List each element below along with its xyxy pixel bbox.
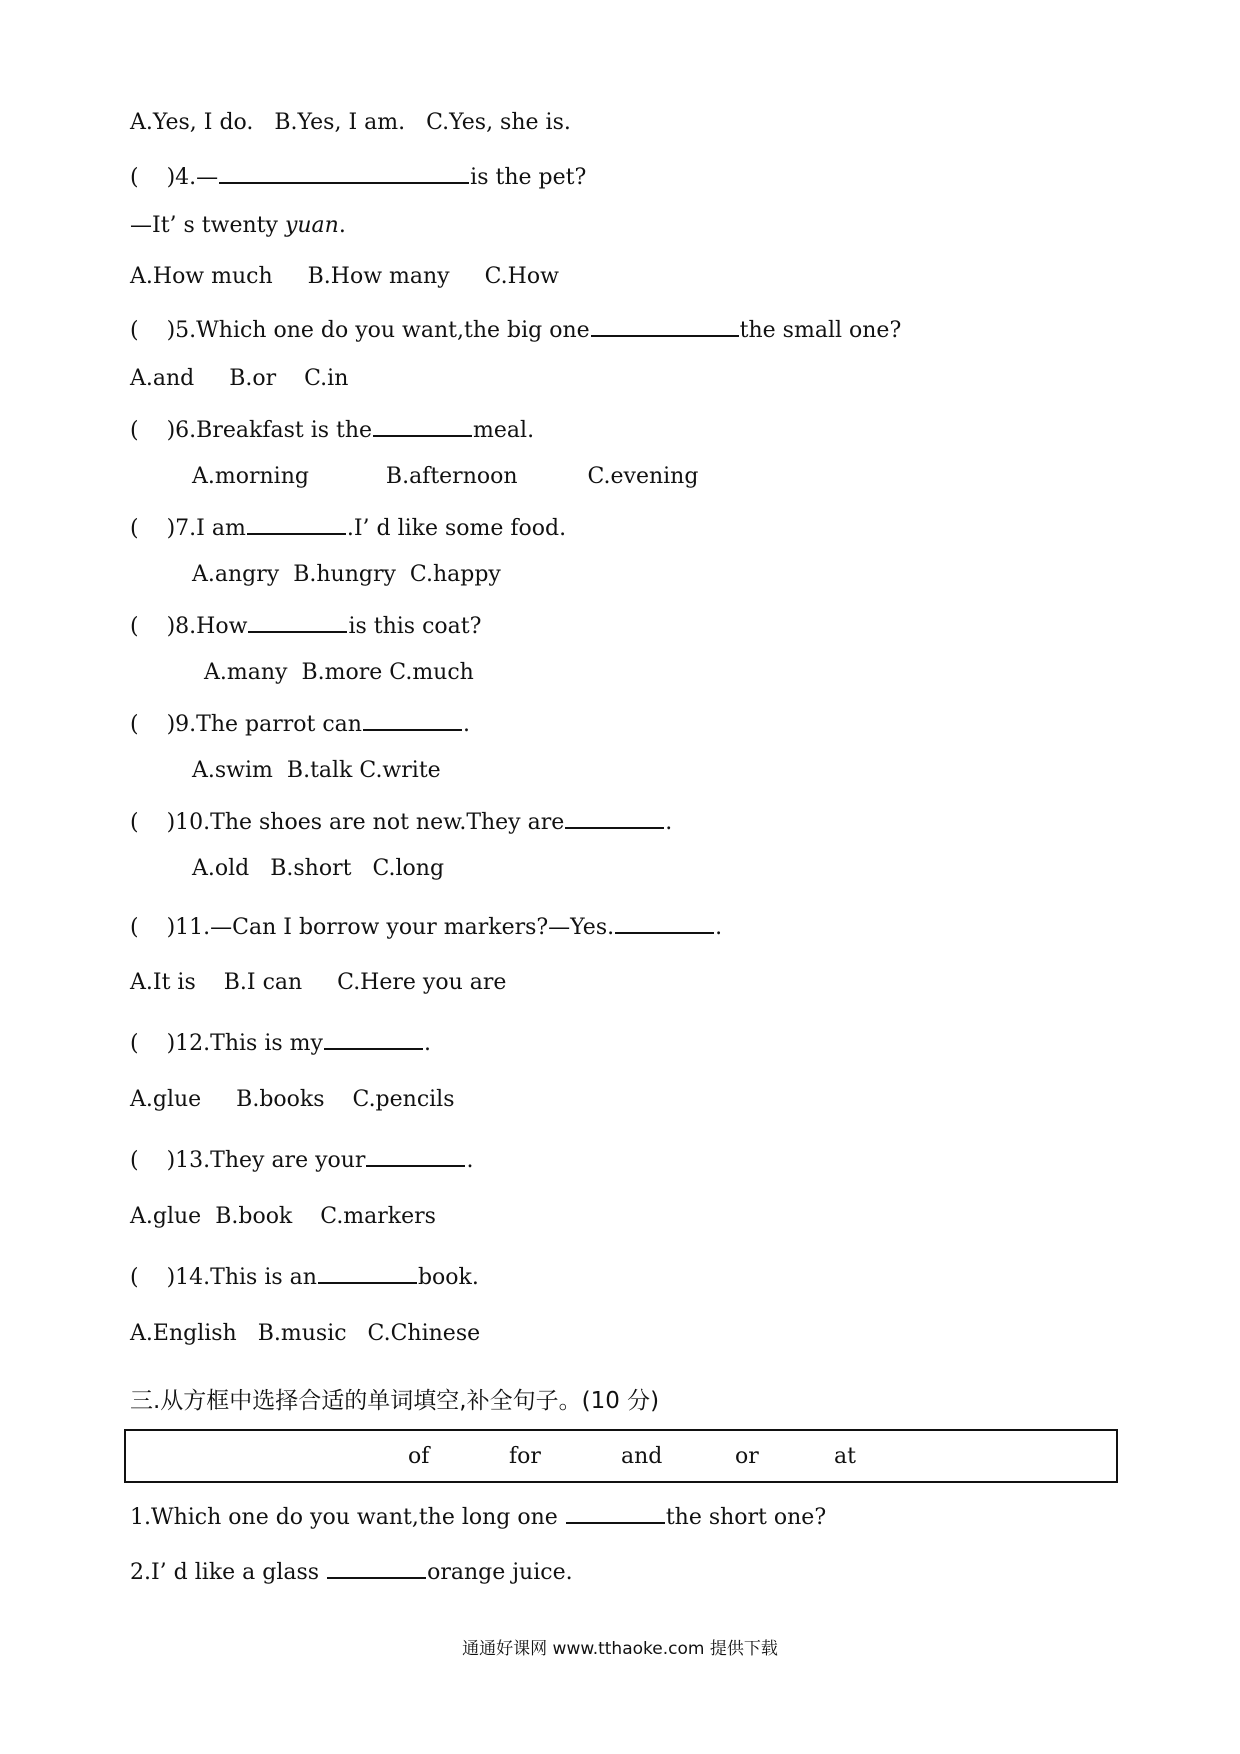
q12-options [130,1085,455,1115]
q13-options [130,1202,436,1232]
option: C.much [389,660,474,685]
word-option: and [621,1444,663,1469]
word-option: at [834,1444,856,1469]
option: C.Chinese [367,1321,481,1346]
option: C.Here you are [337,970,507,995]
option: A.and [130,366,195,391]
option: A.It is [130,970,196,995]
option: A.Yes, I do. [130,110,254,135]
option: B.short [270,856,352,881]
sentence-2: 2.I’ d like a glass orange juice. [130,1555,573,1588]
q3-options [130,108,571,138]
word-option: or [735,1444,759,1469]
answer-blank[interactable] [565,805,664,829]
option: B.more [301,660,383,685]
option: A.swim [192,758,273,783]
option: B.Yes, I am. [274,110,406,135]
q6-options [192,462,698,492]
option: C.markers [320,1204,436,1229]
answer-blank[interactable] [615,910,714,934]
question-12: ( )12.This is my . [130,1026,431,1059]
option: B.book [215,1204,293,1229]
question-11: ( )11.—Can I borrow your markers?—Yes. . [130,910,722,943]
option: C.in [304,366,349,391]
word-option: for [509,1444,541,1469]
q14-options [130,1319,480,1349]
question-10: ( )10.The shoes are not new.They are . [130,805,672,838]
answer-blank[interactable] [327,1555,426,1579]
answer-blank[interactable] [247,511,346,535]
answer-blank[interactable] [591,313,739,337]
question-7: ( )7.I am .I’ d like some food. [130,511,566,544]
option: B.books [236,1087,325,1112]
answer-blank[interactable] [566,1500,665,1524]
q9-options [192,756,441,786]
option: B.I can [223,970,303,995]
option: B.hungry [293,562,396,587]
answer-blank[interactable] [324,1026,423,1050]
section-3-title: 三.从方框中选择合适的单词填空,补全句子。(10 分) [130,1388,660,1414]
answer-blank[interactable] [248,609,347,633]
option: B.talk [286,758,353,783]
option: A.old [192,856,250,881]
footer-credit: 通通好课网 www.tthaoke.com 提供下载 [462,1639,778,1659]
answer-blank[interactable] [366,1143,465,1167]
question-13: ( )13.They are your . [130,1143,473,1176]
q7-options [192,560,501,590]
question-9: ( )9.The parrot can . [130,707,470,740]
option: A.English [130,1321,237,1346]
word-option: of [408,1444,430,1469]
question-5: ( )5.Which one do you want,the big one the small one? [130,313,901,346]
option: B.afternoon [385,464,518,489]
option: C.write [359,758,441,783]
option: C.long [372,856,445,881]
answer-blank[interactable] [363,707,462,731]
option: A.glue [130,1204,202,1229]
answer-blank[interactable] [318,1260,417,1284]
question-4-answer: —It’ s twenty yuan. [130,213,346,238]
option: A.How much [130,264,273,289]
option: A.many [204,660,288,685]
q10-options [192,854,444,884]
option: C.evening [587,464,699,489]
word-box [124,1429,1118,1483]
option: A.angry [192,562,280,587]
option: C.pencils [352,1087,455,1112]
question-14: ( )14.This is an book. [130,1260,479,1293]
option: A.glue [130,1087,202,1112]
option: B.music [257,1321,347,1346]
option: C.happy [409,562,501,587]
answer-blank[interactable] [373,413,472,437]
question-6: ( )6.Breakfast is the meal. [130,413,534,446]
option: B.or [229,366,277,391]
q5-options [130,364,348,394]
option: B.How many [307,264,450,289]
q4-options [130,262,559,292]
option: C.Yes, she is. [426,110,571,135]
q11-options [130,968,506,998]
question-8: ( )8.How is this coat? [130,609,481,642]
sentence-1: 1.Which one do you want,the long one the short one? [130,1500,826,1533]
question-4: ( )4.— is the pet? [130,160,586,193]
option: C.How [484,264,559,289]
q8-options [204,658,474,688]
answer-blank[interactable] [219,160,469,184]
option: A.morning [192,464,309,489]
